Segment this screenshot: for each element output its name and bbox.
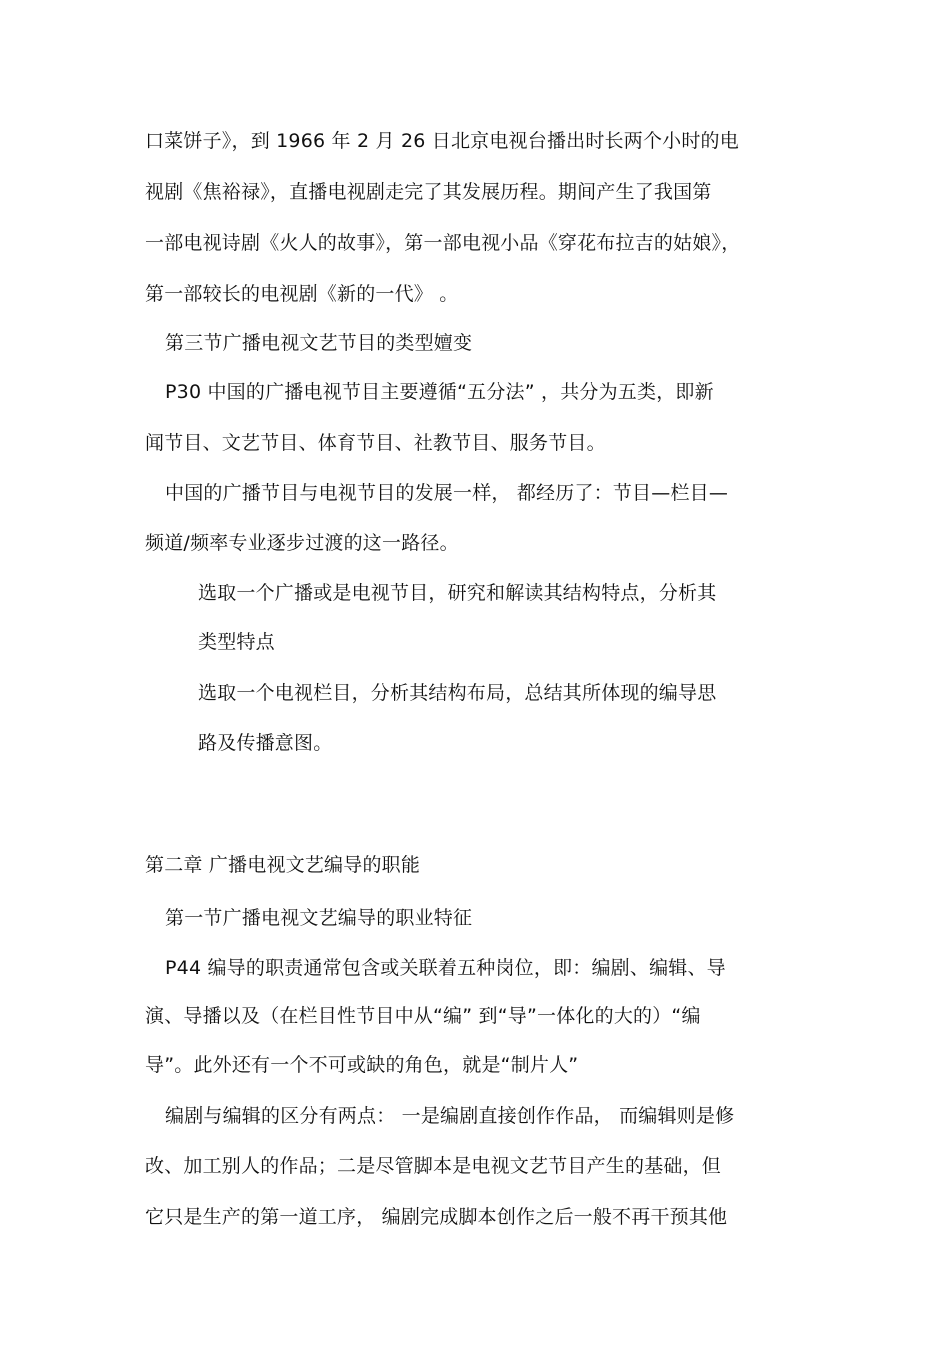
text-line: 它只是生产的第一道工序， 编剧完成脚本创作之后一般不再干预其他 xyxy=(145,1206,728,1228)
exercise-line: 选取一个电视栏目，分析其结构布局，总结其所体现的编导思 xyxy=(198,682,717,704)
text-line: 编剧与编辑的区分有两点： 一是编剧直接创作作品， 而编辑则是修 xyxy=(165,1105,735,1127)
text-line: 中国的广播节目与电视节目的发展一样， 都经历了：节目—栏目— xyxy=(165,482,729,504)
text-line: 导”。此外还有一个不可或缺的角色，就是“制片人” xyxy=(145,1054,579,1076)
text-line: P44 编导的职责通常包含或关联着五种岗位，即：编剧、编辑、导 xyxy=(165,957,726,979)
text-line: 改、加工别人的作品；二是尽管脚本是电视文艺节目产生的基础，但 xyxy=(145,1155,722,1177)
text-line: 第一部较长的电视剧《新的一代》 。 xyxy=(145,283,459,305)
text-line: P30 中国的广播电视节目主要遵循“五分法” ，共分为五类，即新 xyxy=(165,381,714,403)
exercise-line: 路及传播意图。 xyxy=(198,732,333,754)
text-line: 一部电视诗剧《火人的故事》，第一部电视小品《穿花布拉吉的姑娘》， xyxy=(145,232,741,254)
exercise-line: 类型特点 xyxy=(198,631,275,653)
chapter-heading: 第二章 广播电视文艺编导的职能 xyxy=(145,854,421,876)
text-line: 口菜饼子》，到 1966 年 2 月 26 日北京电视台播出时长两个小时的电 xyxy=(145,130,739,152)
section-heading: 第三节广播电视文艺节目的类型嬗变 xyxy=(165,332,473,354)
text-line: 频道/频率专业逐步过渡的这一路径。 xyxy=(145,532,459,554)
text-line: 视剧《焦裕禄》，直播电视剧走完了其发展历程。期间产生了我国第 xyxy=(145,181,712,203)
text-line: 演、导播以及（在栏目性节目中从“编” 到“导”一体化的大的）“编 xyxy=(145,1005,701,1027)
exercise-line: 选取一个广播或是电视节目，研究和解读其结构特点，分析其 xyxy=(198,582,717,604)
text-line: 闻节目、文艺节目、体育节目、社教节目、服务节目。 xyxy=(145,432,606,454)
section-heading: 第一节广播电视文艺编导的职业特征 xyxy=(165,907,473,929)
